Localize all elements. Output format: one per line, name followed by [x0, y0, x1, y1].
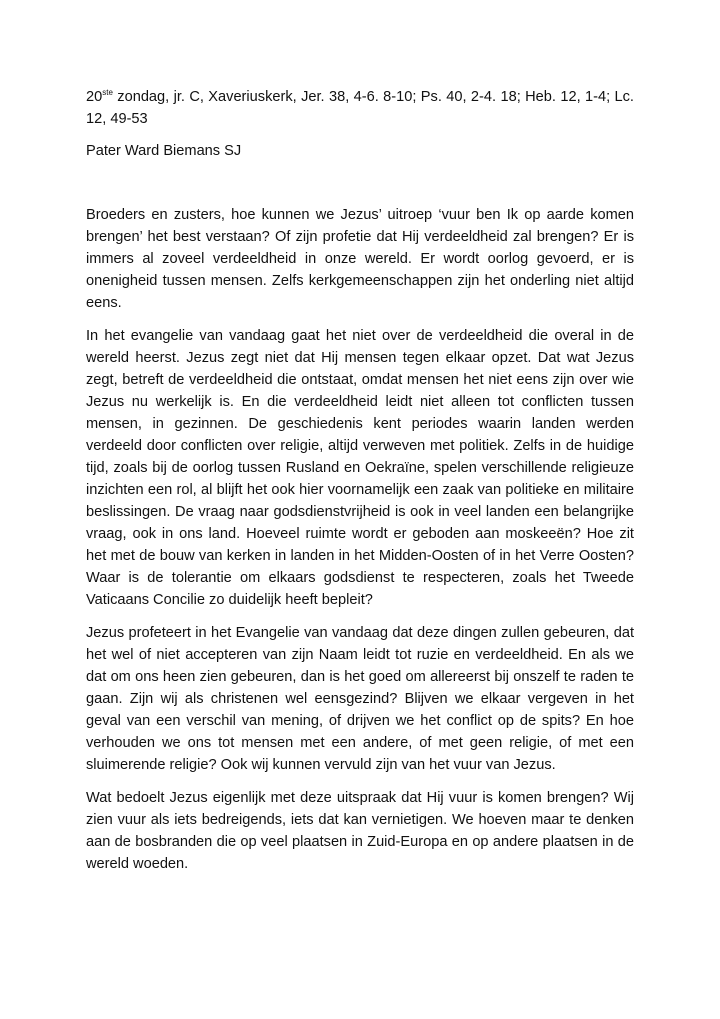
sermon-header [86, 86, 634, 130]
header-superscript: ste [102, 88, 113, 97]
paragraph-1: Broeders en zusters, hoe kunnen we Jezus’ uitroep ‘vuur ben Ik op aarde komen brengen’ het best verstaan? Of zijn profetie dat Hij verdeeldheid zal brengen? Er is immers al zoveel verdeeldheid in onze wereld. Er wordt oorlog gevoerd, er is onenigheid tussen mensen. Zelfs kerkgemeenschappen zijn het onderling niet altijd eens. [86, 207, 634, 311]
header-text: zondag, jr. C, Xaveriuskerk, Jer. 38, 4-6. 8-10; Ps. 40, 2-4. 18; Heb. 12, 1-4; Lc. 12, 49-53 [86, 89, 634, 127]
author-line: Pater Ward Biemans SJ [86, 143, 242, 159]
header-number: 20 [86, 89, 103, 105]
document-page [86, 86, 634, 886]
paragraph-2: In het evangelie van vandaag gaat het niet over de verdeeldheid die overal in de wereld heerst. Jezus zegt niet dat Hij mensen tegen elkaar opzet. Dat wat Jezus zegt, betreft de verdeeldheid die ontstaat, omdat mensen het niet eens zijn over wie Jezus nu werkelijk is. En die verdeeldheid leidt niet alleen tot conflicten tussen mensen, in gezinnen. De geschiedenis kent periodes waarin landen werden verdeeld door conflicten over religie, altijd verweven met politiek. Zelfs in de huidige tijd, zoals bij de oorlog tussen Rusland en Oekraïne, spelen verschillende religieuze inzichten een rol, al blijft het ook hier voornamelijk een zaak van politieke en militaire beslissingen. De vraag naar godsdienstvrijheid is ook in veel landen een belangrijke vraag, ook in ons land. Hoeveel ruimte wordt er geboden aan moskeeën? Hoe zit het met de bouw van kerken in landen in het Midden-Oosten of in het Verre Oosten? Waar is de tolerantie om elkaars godsdienst te respecteren, zoals het Tweede Vaticaans Concilie zo duidelijk heeft bepleit? [86, 328, 634, 608]
paragraph-3: Jezus profeteert in het Evangelie van vandaag dat deze dingen zullen gebeuren, dat het wel of niet accepteren van zijn Naam leidt tot ruzie en verdeeldheid. En als we dat om ons heen zien gebeuren, dan is het goed om allereerst bij onszelf te raden te gaan. Zijn wij als christenen wel eensgezind? Blijven we elkaar vergeven in het geval van een verschil van mening, of drijven we het conflict op de spits? En hoe verhouden we ons tot mensen met een andere, of met geen religie, of met een sluimerende religie? Ook wij kunnen vervuld zijn van het vuur van Jezus. [86, 625, 634, 773]
paragraph-4: Wat bedoelt Jezus eigenlijk met deze uitspraak dat Hij vuur is komen brengen? Wij zien vuur als iets bedreigends, iets dat kan vernietigen. We hoeven maar te denken aan de bosbranden die op veel plaatsen in Zuid-Europa en op andere plaatsen in de wereld woeden. [86, 790, 634, 872]
